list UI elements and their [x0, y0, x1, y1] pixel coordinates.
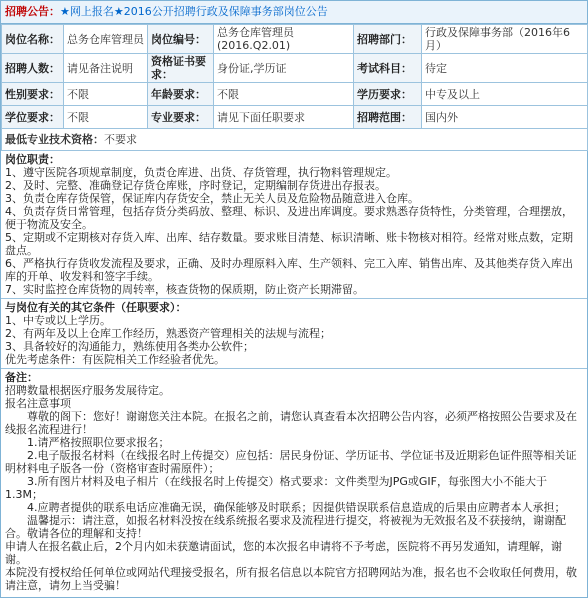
list-item: 7、实时监控仓库货物的周转率，核查货物的保质期，防止资产长期滞留。 [5, 283, 364, 296]
table-row [2, 129, 588, 151]
age-value: 不限 [214, 83, 354, 106]
list-item: 2.电子版报名材料（在线报名时上传提交）应包括：居民身份证、学历证书、学位证书及近期彩色证件照等相关证明材料电子版各一份（资格审查时需原件）； [5, 449, 577, 475]
department-label: 招聘部门： [354, 25, 422, 54]
list-item: 招聘数量根据医疗服务发展待定。 [5, 384, 170, 397]
list-item: 2、及时、完整、准确登记存货仓库账，序时登记，定期编制存货进出存报表。 [5, 179, 386, 192]
department-value: 行政及保障事务部（2016年6月） [422, 25, 588, 54]
list-item: 4、负责存货日常管理，包括存货分类码放、整理、标识、及进出库调度。要求熟悉存货特性，分类管理，合理摆放，便于物流及安全。 [5, 205, 573, 231]
headcount-value: 请见备注说明 [64, 54, 148, 83]
age-label: 年龄要求： [148, 83, 214, 106]
major-value: 请见下面任职要求 [214, 106, 354, 129]
list-item: 4.应聘者提供的联系电话应准确无误，确保能够及时联系；因提供错误联系信息造成的后果由应聘者本人承担； [5, 501, 566, 514]
list-item: 3.所有图片材料及电子相片（在线报名时上传提交）格式要求：文件类型为JPG或GIF，每张图大小不能大于1.3M； [5, 475, 547, 501]
list-item: 1、中专或以上学历。 [5, 314, 111, 327]
degree-value: 不限 [64, 106, 148, 129]
exam-value: 待定 [422, 54, 588, 83]
conditions-heading: 与岗位有关的其它条件（任职要求）： [5, 301, 187, 314]
table-row [2, 106, 588, 129]
education-label: 学历要求： [354, 83, 422, 106]
position-name-label: 岗位名称： [2, 25, 64, 54]
position-name-value: 总务仓库管理员 [64, 25, 148, 54]
position-code-value: 总务仓库管理员(2016.Q2.01) [214, 25, 354, 54]
exam-label: 考试科目： [354, 54, 422, 83]
list-item: 报名注意事项 [5, 397, 71, 410]
certificate-value: 身份证,学历证 [214, 54, 354, 83]
gender-label: 性别要求： [2, 83, 64, 106]
list-item: 2、有两年及以上仓库工作经历，熟悉资产管理相关的法规与流程； [5, 327, 331, 340]
conditions-section [1, 299, 587, 369]
skill-cell [2, 129, 588, 151]
duties-heading: 岗位职责： [5, 153, 60, 166]
gender-value: 不限 [64, 83, 148, 106]
headcount-label: 招聘人数： [2, 54, 64, 83]
list-item: 3、负责仓库存货保管，保证库内存货安全，禁止无关人员及危险物品随意进入仓库。 [5, 192, 419, 205]
list-item: 1.请严格按照职位要求报名； [5, 436, 170, 449]
notes-section [1, 369, 587, 594]
skill-label: 最低专业技术资格： [5, 133, 104, 146]
list-item: 温馨提示：请注意，如报名材料没按在线系统报名要求及流程进行提交，将被视为无效报名及不获接纳，谢谢配合。敬请各位的理解和支持！ [5, 514, 566, 540]
list-item: 3、具备较好的沟通能力，熟练使用各类办公软件； [5, 340, 254, 353]
header-label: 招聘公告： [5, 5, 60, 18]
table-row [2, 25, 588, 54]
duties-section [1, 151, 587, 299]
list-item: 尊敬的阁下：您好！谢谢您关注本院。在报名之前，请您认真查看本次招聘公告内容，必须严格按照公告要求及在线报名流程进行！ [5, 410, 577, 436]
major-label: 专业要求： [148, 106, 214, 129]
certificate-label: 资格证书要求： [148, 54, 214, 83]
position-code-label: 岗位编号： [148, 25, 214, 54]
education-value: 中专及以上 [422, 83, 588, 106]
scope-label: 招聘范围： [354, 106, 422, 129]
scope-value: 国内外 [422, 106, 588, 129]
list-item: 申请人在报名截止后，2个月内如未获邀请面试，您的本次报名申请将不予考虑，医院将不再另发通知，请理解，谢谢。 [5, 540, 562, 566]
posting-header [1, 1, 587, 24]
posting-title-link[interactable]: ★网上报名★2016公开招聘行政及保障事务部岗位公告 [60, 5, 328, 18]
job-info-table [1, 24, 588, 151]
list-item: 1、遵守医院各项规章制度，负责仓库进、出货、存货管理，执行物料管理规定。 [5, 166, 397, 179]
list-item: 优先考虑条件：有医院相关工作经验者优先。 [5, 353, 225, 366]
list-item: 本院没有授权给任何单位或网站代理接受报名，所有报名信息以本院官方招聘网站为准，报名也不会收取任何费用，敬请注意，请勿上当受骗！ [5, 566, 577, 592]
table-row [2, 54, 588, 83]
notes-heading: 备注： [5, 371, 38, 384]
list-item: 5、定期或不定期核对存货入库、出库、结存数量。要求账目清楚、标识清晰、账卡物核对相符。经常对账点数，定期盘点。 [5, 231, 573, 257]
skill-value: 不要求 [104, 133, 137, 146]
degree-label: 学位要求： [2, 106, 64, 129]
list-item: 6、严格执行存货收发流程及要求，正确、及时办理原料入库、生产领料、完工入库、销售出库、及其他类存货入库出库的开单、收发料和签字手续。 [5, 257, 573, 283]
table-row [2, 83, 588, 106]
